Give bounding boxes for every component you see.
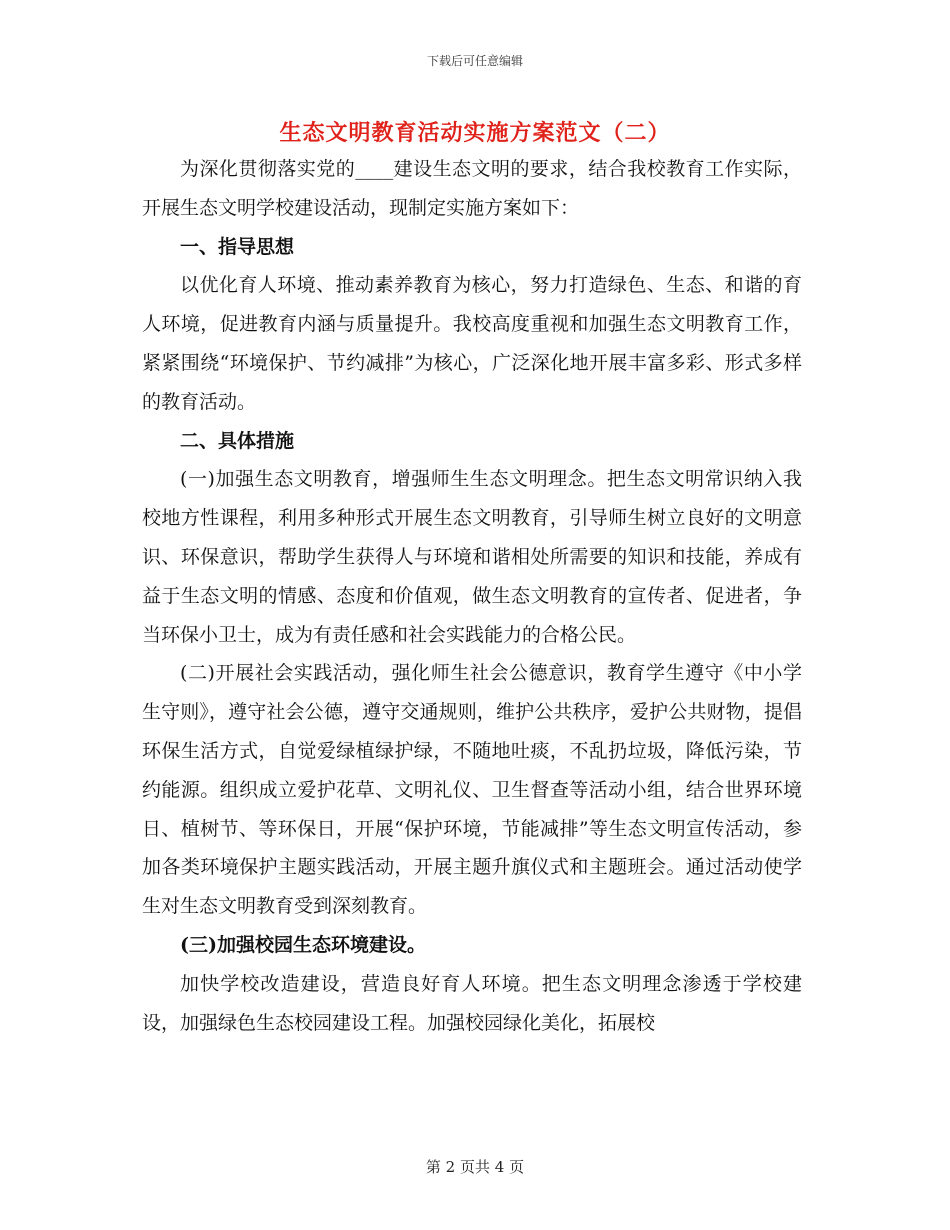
page-number: 第 2 页共 4 页 [425,1158,525,1176]
page-header: 下载后可任意编辑 [426,54,523,68]
paragraph-measure-2: (二)开展社会实践活动，强化师生社会公德意识，教育学生遵守《中小学生守则》，遵守社会公德，遵守交通规则，维护公共秩序，爱护公共财物，提倡环保生活方式，自觉爱绿植绿护绿，不随地吐痰，不乱扔垃圾，降低污染，节约能源。组织成立爱护花草、文明礼仪、卫生督查等活动小组，结合世界环境日、植树节、等环保日，开展“保护环境，节能减排”等生态文明宣传活动，参加各类环境保护主题实践活动，开展主题升旗仪式和主题班会。通过活动使学生对生态文明教育受到深刻教育。 [142,662,802,918]
document-title: 生态文明教育活动实施方案范文（二） [279,120,671,146]
section-heading-guiding-ideology: 一、指导思想 [180,235,295,258]
paragraph-campus-environment: 加快学校改造建设，营造良好育人环境。把生态文明理念渗透于学校建设，加强绿色生态校园建设工程。加强校园绿化美化，拓展校 [142,972,802,1034]
intro-paragraph: 为深化贯彻落实党的____建设生态文明的要求，结合我校教育工作实际，开展生态文明学校建设活动，现制定实施方案如下： [142,158,802,219]
document-body [142,150,802,1042]
section-heading-measures: 二、具体措施 [180,429,295,452]
paragraph-guiding-ideology: 以优化育人环境、推动素养教育为核心，努力打造绿色、生态、和谐的育人环境，促进教育内涵与质量提升。我校高度重视和加强生态文明教育工作，紧紧围绕“环境保护、节约减排”为核心，广泛深化地开展丰富多彩、形式多样的教育活动。 [142,274,802,413]
paragraph-measure-1: (一)加强生态文明教育，增强师生生态文明理念。把生态文明常识纳入我校地方性课程，利用多种形式开展生态文明教育，引导师生树立良好的文明意识、环保意识，帮助学生获得人与环境和谐相处所需要的知识和技能，养成有益于生态文明的情感、态度和价值观，做生态文明教育的宣传者、促进者，争当环保小卫士，成为有责任感和社会实践能力的合格公民。 [142,468,802,646]
section-heading-campus-environment: (三)加强校园生态环境建设。 [180,933,426,956]
